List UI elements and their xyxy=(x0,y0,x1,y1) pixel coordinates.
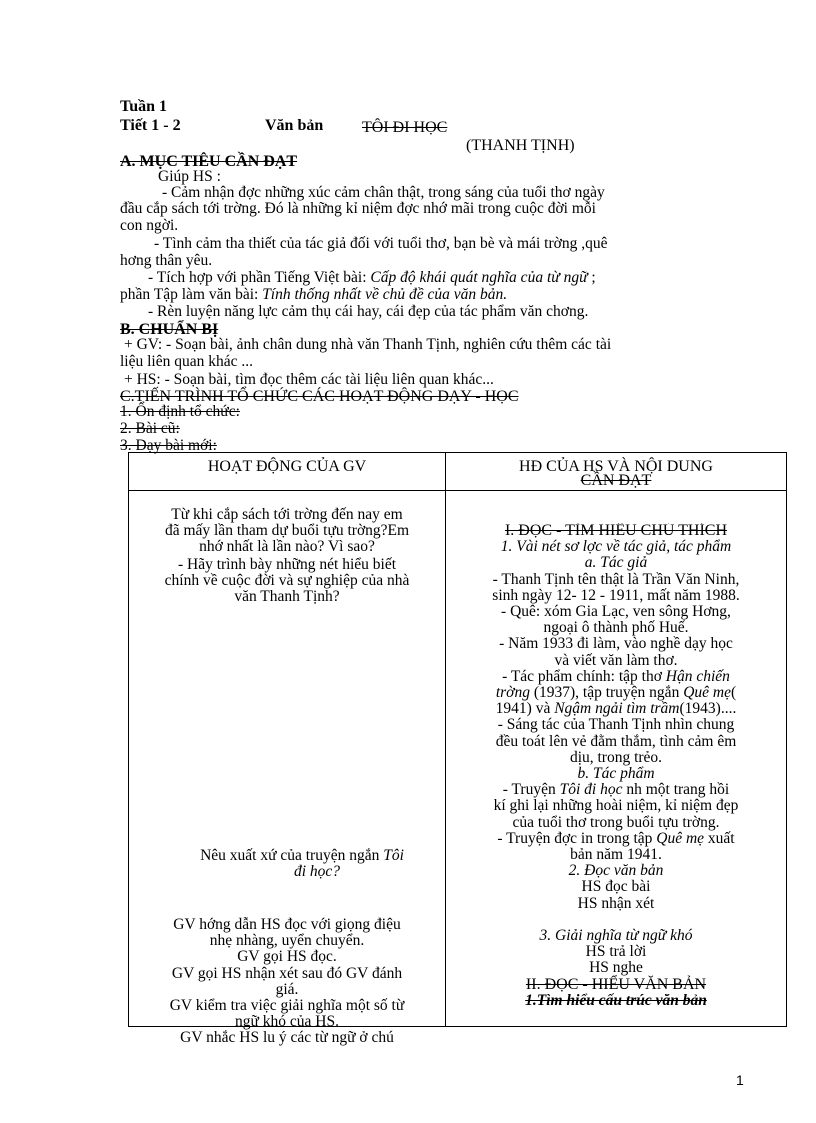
section-2-heading: II. ĐỌC - HIỂU VĂN BẢN xyxy=(525,975,707,993)
objective-line-5: hơng thân yêu. xyxy=(120,252,213,269)
gv-question-3: Nêu xuất xứ của truyện ngắn Tôi đi học? xyxy=(200,847,404,881)
period-label: Tiết 1 - 2 xyxy=(120,117,181,134)
subsection-3: 3. Giải nghĩa từ ngữ khó xyxy=(539,927,693,945)
table-header-hs: HĐ CỦA HS VÀ NỘI DUNG CẦN ĐẠT xyxy=(446,453,787,491)
process-heading: C.TIẾN TRÌNH TỔ CHỨC CÁC HOẠT ĐỘNG DẠY - HỌC xyxy=(120,388,519,405)
subsection-1b: b. Tác phẩm xyxy=(577,765,655,783)
section-2-subheading: 1.Tìm hiểu cấu trúc văn bản xyxy=(525,991,707,1009)
gv-question-1: Từ khi cắp sách tới trờng đến nay em đã mấy lần tham dự buổi tựu trờng?Em nhớ nhất là lần nào? Vì sao? xyxy=(164,506,410,556)
section-1-heading: I. ĐỌC - TÌM HIỂU CHÚ THÍCH xyxy=(504,523,728,539)
objective-line-3: con ngời. xyxy=(120,217,179,234)
text-label: Văn bản xyxy=(265,117,324,134)
lesson-title: TÔI ĐI HỌC xyxy=(362,119,448,136)
gv-reading-instructions: GV hớng dẫn HS đọc với giọng điệu nhẹ nhàng, uyển chuyển. GV gọi HS đọc. GV gọi HS nhận xét sau đó GV đánh giá. GV kiểm tra việc giải nghĩa một số từ ngữ khó của HS. GV nhắc HS lu ý các từ ngữ ở chú xyxy=(169,916,405,1047)
hs-content-column xyxy=(446,491,787,1027)
objective-line-2: đầu cắp sách tới trờng. Đó là những kỉ niệm đợc nhớ mãi trong cuộc đời mỗi xyxy=(120,200,596,217)
objective-line-6: - Tích hợp với phần Tiếng Việt bài: Cấp độ khái quát nghĩa của từ ngữ ; xyxy=(148,269,596,286)
objective-line-8: - Rèn luyện năng lực cảm thụ cái hay, cái đẹp của tác phẩm văn chơng. xyxy=(148,303,589,320)
process-step-3: 3. Dạy bài mới: xyxy=(120,437,217,454)
process-step-1: 1. Ổn định tổ chức: xyxy=(120,403,240,420)
subsection-2: 2. Đọc văn bản xyxy=(568,862,664,880)
page-number: 1 xyxy=(736,1072,744,1088)
objective-line-1: - Cảm nhận đợc những xúc cảm chân thật, trong sáng của tuổi thơ ngày xyxy=(162,184,605,201)
objectives-intro: Giúp HS : xyxy=(158,168,221,185)
preparation-heading: B. CHUẨN BỊ xyxy=(120,321,219,338)
lesson-author: (THANH TỊNH) xyxy=(466,137,575,154)
prep-gv-line-1: + GV: - Soạn bài, ảnh chân dung nhà văn Thanh Tịnh, nghiên cứu thêm các tài xyxy=(124,336,612,353)
subsection-1a: a. Tác giả xyxy=(584,554,648,572)
objectives-heading: A. MỤC TIÊU CẦN ĐẠT xyxy=(120,153,298,170)
lesson-table xyxy=(128,452,787,1047)
composition-lesson-title: Tính thống nhất về chủ đề của văn bản. xyxy=(262,286,508,303)
prep-hs-line: + HS: - Soạn bài, tìm đọc thêm các tài liệu liên quan khác... xyxy=(124,371,494,388)
objective-line-7: phần Tập làm văn bài: Tính thống nhất về chủ đề của văn bản. xyxy=(120,286,508,303)
week-label: Tuần 1 xyxy=(120,98,167,115)
hs-content: I. ĐỌC - TÌM HIỂU CHÚ THÍCH 1. Vài nét sơ lợc về tác giả, tác phẩm a. Tác giả - Thanh Tịnh tên thật là Trần Văn Ninh, sinh ngày 12- 12 - 1911, mất năm 1988. - Quê: xóm Gia Lạc, ven sông Hơng, ngoại ô thành phố Huế. - Năm 1933 đi làm, vào nghề dạy học và viết văn làm thơ. - Tác phẩm chính: tập thơ Hận chiến trờng (1937), tập truyện ngắn Quê mẹ( 1941) và Ngậm ngải tìm trầm(1943).... - Sáng tác của Thanh Tịnh nhìn chung đều toát lên vẻ đằm thắm, tình cảm êm dịu, trong trẻo. b. Tác phẩm - Truyện Tôi đi học nh một trang hồi kí ghi lại những hoài niệm, kỉ niệm đẹp của tuổi thơ trong buổi tựu trờng. - Truyện đợc in trong tập Quê mẹ xuất bản năm 1941. 2. Đọc văn bản HS đọc bài HS nhận xét 3. Giải nghĩa từ ngữ khó HS trả lời HS nghe II. ĐỌC - HIỂU VĂN BẢN 1.Tìm hiểu cấu trúc văn bản xyxy=(446,523,786,1009)
process-step-2: 2. Bài cũ: xyxy=(120,420,180,437)
gv-question-2: - Hãy trình bày những nét hiểu biết chính về cuộc đời và sự nghiệp của nhà văn Thanh Tịnh? xyxy=(164,556,410,606)
objective-line-4: - Tình cảm tha thiết của tác giả đối với tuổi thơ, bạn bè và mái trờng ,quê xyxy=(154,235,608,252)
vietnamese-lesson-title: Cấp độ khái quát nghĩa của từ ngữ xyxy=(370,269,588,286)
table-header-gv: HOẠT ĐỘNG CỦA GV xyxy=(129,453,446,491)
subsection-1: 1. Vài nét sơ lợc về tác giả, tác phẩm xyxy=(500,538,732,556)
gv-activity-column xyxy=(129,491,446,1047)
prep-gv-line-2: liệu liên quan khác ... xyxy=(120,353,253,370)
